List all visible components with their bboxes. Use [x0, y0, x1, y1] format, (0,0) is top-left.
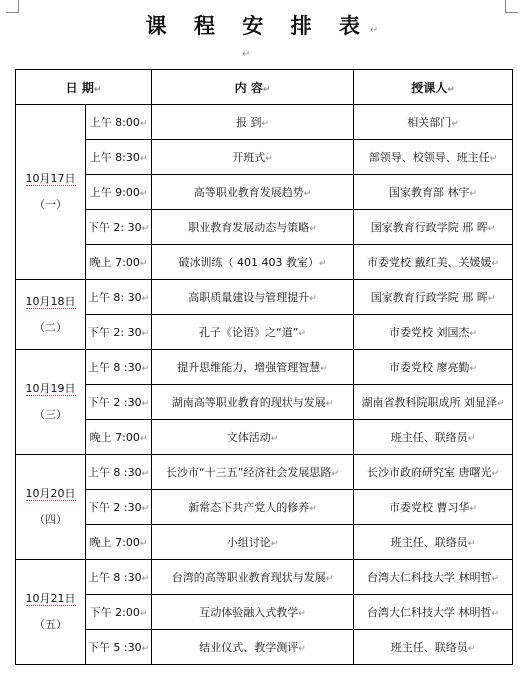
time-cell-text: 上午 8 :30: [87, 466, 142, 479]
content-cell-text: 提升思维能力，增强管理智慧: [177, 361, 321, 374]
table-row: [16, 140, 513, 175]
day-date: 10月17日: [25, 172, 76, 185]
cell-mark-icon: ↵: [141, 644, 150, 654]
day-cell: [16, 350, 86, 455]
page-title: [0, 10, 524, 40]
lecturer-cell-text: 部领导、校领导、班主任: [368, 151, 490, 164]
cell-mark-icon: ↵: [320, 364, 328, 374]
schedule-body: [16, 105, 513, 665]
lecturer-cell: [354, 630, 513, 665]
content-cell-text: 结业仪式、教学测评: [199, 641, 299, 654]
table-row: [16, 525, 513, 560]
lecturer-cell: [354, 595, 513, 630]
lecturer-cell-text: 国家教育行政学院 邢 晖: [370, 221, 488, 234]
content-cell: [152, 140, 354, 175]
time-cell-text: 上午 8:30: [89, 151, 140, 164]
time-cell: [86, 490, 152, 525]
time-cell: [86, 455, 152, 490]
header-lecturer: 授课人↵: [354, 70, 513, 105]
content-cell-text: 湖南高等职业教育的现状与发展: [171, 396, 326, 409]
header-date: 日 期↵: [16, 70, 152, 105]
lecturer-cell-text: 班主任、联络员: [390, 536, 468, 549]
lecturer-cell: [354, 140, 513, 175]
day-cell: [16, 105, 86, 280]
time-cell-text: 上午 8 :30: [87, 361, 142, 374]
cell-mark-icon: ↵: [265, 154, 273, 164]
lecturer-cell-text: 市委党校 戴红美、关媛媛: [366, 256, 492, 269]
time-cell-text: 下午 2: 30: [87, 326, 142, 339]
content-cell-text: 职业教育发展动态与策略: [188, 221, 310, 234]
day-date: 10月18日: [25, 294, 76, 308]
cell-mark-icon: ↵: [325, 399, 334, 409]
content-cell: [152, 455, 354, 490]
time-cell-text: 下午 2:00: [89, 606, 140, 619]
day-cell: [16, 560, 86, 665]
time-cell: [86, 140, 152, 175]
time-cell: [86, 350, 152, 385]
day-weekday: （二）: [34, 320, 67, 334]
lecturer-cell-text: 台湾大仁科技大学 林明哲: [366, 606, 492, 619]
cell-mark-icon: ↵: [469, 189, 478, 199]
lecturer-cell: [354, 455, 513, 490]
cell-mark-icon: ↵: [139, 434, 148, 444]
cell-mark-icon: ↵: [491, 609, 500, 619]
content-cell: [152, 385, 354, 420]
table-row: [16, 175, 513, 210]
content-cell: [152, 630, 354, 665]
content-cell: [152, 350, 354, 385]
cell-mark-icon: ↵: [141, 469, 150, 479]
day-weekday: （四）: [34, 513, 67, 526]
lecturer-cell-text: 市委党校 曹习华: [388, 501, 470, 514]
lecturer-cell-text: 市委党校 刘国杰: [388, 326, 470, 339]
lecturer-cell-text: 台湾大仁科技大学 林明哲: [366, 571, 492, 584]
page-title-text: 课 程 安 排 表: [145, 14, 370, 38]
lecturer-cell: [354, 245, 513, 280]
day-date: 10月20日: [25, 487, 76, 500]
day-date: 10月21日: [25, 592, 76, 605]
lecturer-cell: [354, 280, 513, 315]
content-cell: [152, 175, 354, 210]
time-cell: [86, 420, 152, 455]
content-cell: [152, 105, 354, 140]
cell-mark-icon: ↵: [141, 364, 150, 374]
lecturer-cell: [354, 315, 513, 350]
cell-mark-icon: ↵: [467, 539, 476, 549]
paragraph-mark-icon: ↵: [369, 25, 379, 36]
cell-mark-icon: ↵: [496, 399, 505, 409]
table-row: [16, 490, 513, 525]
cell-mark-icon: ↵: [451, 119, 459, 129]
cell-mark-icon: ↵: [491, 259, 500, 269]
content-cell-text: 破冰训练（ 401 403 教室）: [178, 256, 319, 269]
cell-mark-icon: ↵: [318, 259, 327, 269]
time-cell-text: 上午 8: 30: [87, 291, 142, 304]
cell-mark-icon: ↵: [469, 329, 478, 339]
table-row: [16, 280, 513, 315]
lecturer-cell-text: 相关部门: [407, 116, 452, 129]
table-row: [16, 630, 513, 665]
content-cell-text: 长沙市“十三五”经济社会发展思路: [166, 466, 332, 479]
header-content: 内 容↵: [152, 70, 354, 105]
lecturer-cell-text: 国家教育行政学院 邢 晖: [370, 291, 488, 304]
cell-mark-icon: ↵: [467, 434, 476, 444]
schedule-table: [15, 69, 513, 665]
cell-mark-icon: ↵: [303, 189, 312, 199]
time-cell: [86, 595, 152, 630]
cell-mark-icon: ↵: [270, 434, 279, 444]
day-weekday: （三）: [34, 408, 67, 421]
content-cell-text: 报 到: [235, 116, 262, 129]
content-cell: [152, 595, 354, 630]
cell-mark-icon: ↵: [298, 644, 306, 654]
lecturer-cell: [354, 525, 513, 560]
lecturer-cell: [354, 385, 513, 420]
cell-mark-icon: ↵: [487, 294, 496, 304]
time-cell: [86, 245, 152, 280]
time-cell: [86, 385, 152, 420]
cell-mark-icon: ↵: [141, 574, 150, 584]
day-weekday: （一）: [34, 198, 67, 211]
day-cell: [16, 280, 86, 350]
content-cell: [152, 210, 354, 245]
lecturer-cell-text: 市委党校 廖亮勤: [388, 361, 470, 374]
cell-mark-icon: ↵: [487, 224, 496, 234]
lecturer-cell: [354, 350, 513, 385]
content-cell-text: 新常态下共产党人的修养: [188, 501, 310, 514]
cell-mark-icon: ↵: [93, 84, 102, 95]
content-cell-text: 高等职业教育发展趋势: [193, 186, 304, 199]
cell-mark-icon: ↵: [469, 504, 478, 514]
cell-mark-icon: ↵: [491, 574, 500, 584]
lecturer-cell-text: 班主任、联络员: [390, 641, 468, 654]
cell-mark-icon: ↵: [139, 189, 148, 199]
table-row: [16, 210, 513, 245]
paragraph-mark-icon: ↵: [242, 49, 251, 60]
time-cell-text: 晚上 7:00: [89, 536, 140, 549]
time-cell-text: 下午 2 :30: [87, 501, 142, 514]
table-row: [16, 420, 513, 455]
time-cell: [86, 105, 152, 140]
time-cell-text: 下午 2 :30: [87, 396, 142, 409]
table-row: [16, 560, 513, 595]
time-cell: [86, 315, 152, 350]
time-cell: [86, 175, 152, 210]
cell-mark-icon: ↵: [141, 399, 150, 409]
content-cell-text: 台湾的高等职业教育现状与发展: [171, 571, 326, 584]
lecturer-cell: [354, 175, 513, 210]
lecturer-cell-text: 长沙市政府研究室 唐曙光: [366, 466, 492, 479]
cell-mark-icon: ↵: [489, 154, 498, 164]
content-cell: [152, 280, 354, 315]
time-cell-text: 上午 8:00: [89, 116, 140, 129]
time-cell: [86, 280, 152, 315]
content-cell: [152, 525, 354, 560]
cell-mark-icon: ↵: [139, 539, 148, 549]
content-cell: [152, 245, 354, 280]
table-row: [16, 385, 513, 420]
day-weekday: （五）: [34, 618, 67, 631]
table-row: [16, 245, 513, 280]
cell-mark-icon: ↵: [467, 644, 476, 654]
time-cell: [86, 630, 152, 665]
cell-mark-icon: ↵: [141, 504, 150, 514]
cell-mark-icon: ↵: [331, 469, 339, 479]
lecturer-cell-text: 班主任、联络员: [390, 431, 468, 444]
table-row: [16, 595, 513, 630]
cell-mark-icon: ↵: [139, 609, 148, 619]
cell-mark-icon: ↵: [447, 84, 455, 95]
time-cell: [86, 525, 152, 560]
cell-mark-icon: ↵: [309, 294, 317, 304]
time-cell: [86, 560, 152, 595]
content-cell: [152, 420, 354, 455]
cell-mark-icon: ↵: [141, 329, 150, 339]
content-cell-text: 高职质量建设与管理提升: [188, 291, 310, 304]
time-cell-text: 晚上 7:00: [89, 256, 140, 269]
cell-mark-icon: ↵: [141, 294, 150, 304]
table-row: [16, 315, 513, 350]
time-cell-text: 下午 2: 30: [87, 221, 142, 234]
content-cell-text: 小组讨论: [226, 536, 271, 549]
content-cell: [152, 560, 354, 595]
cell-mark-icon: ↵: [309, 504, 317, 514]
cell-mark-icon: ↵: [262, 84, 271, 95]
cell-mark-icon: ↵: [270, 539, 279, 549]
cell-mark-icon: ↵: [139, 119, 148, 129]
table-row: [16, 105, 513, 140]
content-cell-text: 孔子《论语》之“道”: [199, 326, 299, 339]
cell-mark-icon: ↵: [261, 119, 270, 129]
cell-mark-icon: ↵: [141, 224, 150, 234]
time-cell-text: 下午 5 :30: [87, 641, 142, 654]
table-header-row: [16, 70, 513, 105]
lecturer-cell: [354, 420, 513, 455]
lecturer-cell-text: 国家教育部 林宇: [388, 186, 470, 199]
content-cell-text: 开班式: [232, 151, 266, 164]
cell-mark-icon: ↵: [325, 574, 334, 584]
time-cell-text: 晚上 7:00: [89, 431, 140, 444]
content-cell: [152, 490, 354, 525]
cell-mark-icon: ↵: [139, 259, 148, 269]
lecturer-cell: [354, 105, 513, 140]
content-cell-text: 文体活动: [226, 431, 271, 444]
cell-mark-icon: ↵: [298, 329, 306, 339]
lecturer-cell-text: 湖南省教科院职成所 刘显泽: [361, 396, 497, 409]
time-cell: [86, 210, 152, 245]
lecturer-cell: [354, 560, 513, 595]
table-row: [16, 350, 513, 385]
cell-mark-icon: ↵: [469, 364, 478, 374]
cell-mark-icon: ↵: [491, 469, 500, 479]
table-row: [16, 455, 513, 490]
day-date: 10月19日: [25, 382, 76, 395]
lecturer-cell: [354, 490, 513, 525]
content-cell-text: 互动体验融入式教学: [199, 606, 299, 619]
day-cell: [16, 455, 86, 560]
content-cell: [152, 315, 354, 350]
cell-mark-icon: ↵: [298, 609, 306, 619]
time-cell-text: 上午 9:00: [89, 186, 140, 199]
time-cell-text: 上午 8 :30: [87, 571, 142, 584]
cell-mark-icon: ↵: [309, 224, 317, 234]
cell-mark-icon: ↵: [139, 154, 148, 164]
lecturer-cell: [354, 210, 513, 245]
